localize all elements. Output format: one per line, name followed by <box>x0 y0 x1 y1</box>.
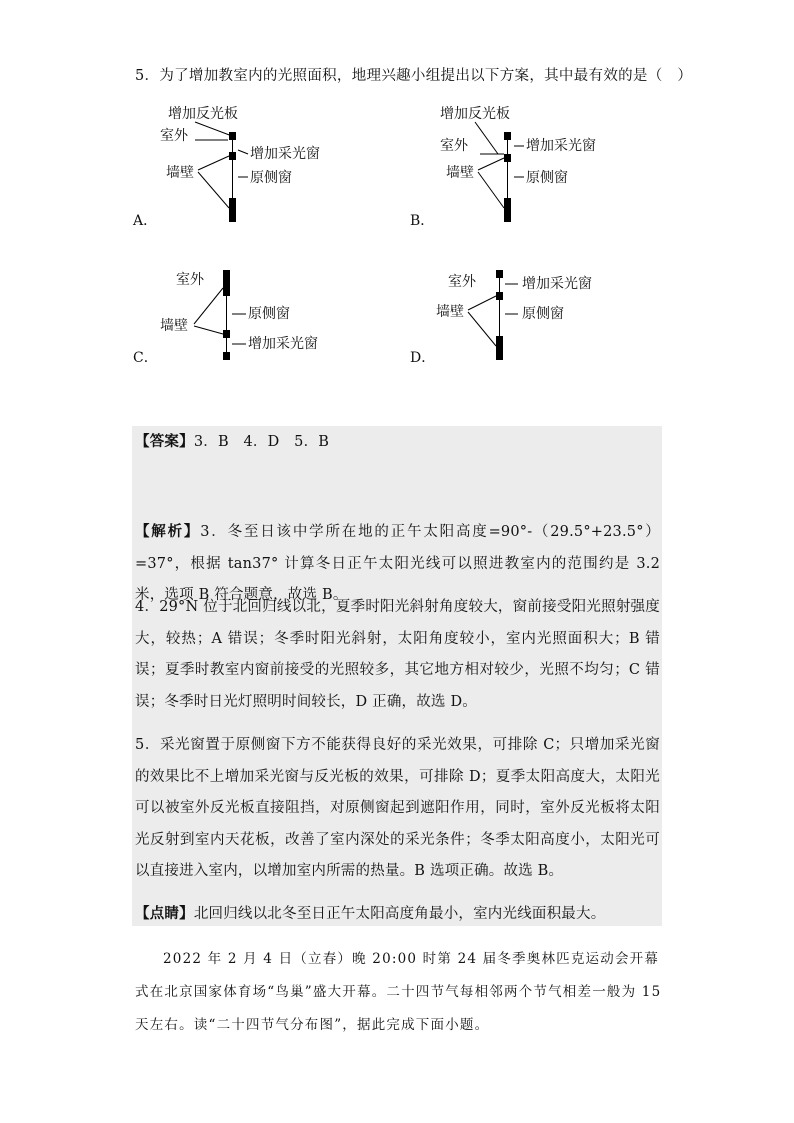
option-c-wall-bottom <box>223 352 230 360</box>
option-d-window-label: 原侧窗 <box>522 306 564 322</box>
option-c-outside-label: 室外 <box>176 272 204 288</box>
option-b-diagram <box>430 100 630 230</box>
option-b-reflector-leader <box>475 122 498 154</box>
option-a-wall-top <box>229 132 236 140</box>
option-c-skylight-label: 增加采光窗 <box>248 336 318 352</box>
option-a-wall-bottom <box>229 198 236 222</box>
option-b-outside-label: 室外 <box>440 138 468 154</box>
option-b-wall-label: 墙壁 <box>446 165 474 181</box>
option-a-reflector-leader <box>195 122 232 136</box>
passage-intro: 2022 年 2 月 4 日（立春）晚 20:00 时第 24 届冬季奥林匹克运动会开幕式在北京国家体育场“鸟巢”盛大开幕。二十四节气每相邻两个节气相差一般为 15 天左右。读“二十四节气分布图”，据此完成下面小题。 <box>135 951 662 1033</box>
option-a-wall-leader-bottom <box>198 172 229 208</box>
option-c-letter: C． <box>133 350 158 366</box>
option-a-outside-label: 室外 <box>160 128 188 144</box>
option-c-wall-leader-top <box>194 288 223 324</box>
option-a-window-label: 原侧窗 <box>250 170 292 186</box>
option-a-skylight-label: 增加采光窗 <box>250 146 320 162</box>
option-b-reflector-label: 增加反光板 <box>440 106 510 122</box>
answer-text: 3．B 4．D 5．B <box>193 434 330 450</box>
option-d-skylight-label: 增加采光窗 <box>522 276 592 292</box>
option-b-skylight-label: 增加采光窗 <box>526 138 596 154</box>
comment-line <box>135 898 660 931</box>
option-b-window-label: 原侧窗 <box>526 170 568 186</box>
option-d-wall-label: 墙壁 <box>436 304 464 320</box>
answer-line <box>135 426 660 459</box>
comment-text: 北回归线以北冬至日正午太阳高度角最小，室内光线面积最大。 <box>193 906 606 922</box>
option-a-diagram <box>150 100 350 230</box>
option-d-wall-top <box>496 270 503 278</box>
option-b-wall-top <box>504 132 511 140</box>
answer-label: 【答案】 <box>135 433 194 450</box>
option-c-window-label: 原侧窗 <box>248 306 290 322</box>
option-c-diagram <box>150 260 350 370</box>
analysis-paragraph-5: 5．采光窗置于原侧窗下方不能获得良好的采光效果，可排除 C；只增加采光窗的效果比不上增加采光窗与反光板的效果，可排除 D；夏季太阳高度大，太阳光可以被室外反光板直接阻挡，对原侧窗起到遮阳作用，同时，室外反光板将太阳光反射到室内天花板，改善了室内深处的采光条件；冬季太阳高度小，太阳光可以直接进入室内，以增加室内所需的热量。B 选项正确。故选 B。 <box>135 737 660 879</box>
option-d-wall-mid <box>496 292 503 300</box>
option-d-outside-label: 室外 <box>448 274 476 290</box>
option-c-wall-top <box>223 270 230 296</box>
option-a-wall-label: 墙壁 <box>166 165 194 181</box>
analysis-paragraph-4: 4．29°N 位于北回归线以北，夏季时阳光斜射角度较大，窗前接受阳光照射强度大，较热；A 错误；冬季时阳光斜射，太阳角度较小，室内光照面积大；B 错误；夏季时教室内窗前接受的光照较多，其它地方相对较少，光照不均匀；C 错误；冬季时日光灯照明时间较长，D 正确，故选 D。 <box>135 599 660 710</box>
option-d-wall-bottom <box>496 336 503 360</box>
option-a-skylight-arrow <box>238 150 248 154</box>
option-a-reflector-label: 增加反光板 <box>168 106 238 122</box>
option-d-wall-leader-top <box>468 296 496 310</box>
comment-label: 【点睛】 <box>135 905 194 922</box>
option-c-wall-label: 墙壁 <box>160 318 188 334</box>
analysis-label: 【解析】 <box>135 523 201 540</box>
option-c-wall-leader-bottom <box>194 326 223 334</box>
option-d-wall-leader-bottom <box>468 312 496 346</box>
option-d-letter: D． <box>410 350 436 366</box>
option-c-wall-mid <box>223 330 230 338</box>
option-d-diagram <box>430 260 630 370</box>
option-a-wall-leader-top <box>198 156 229 170</box>
question-5-text: 5．为了增加教室内的光照面积，地理兴趣小组提出以下方案，其中最有效的是（ ） <box>135 68 693 84</box>
option-a-wall-mid <box>229 152 236 160</box>
analysis-p3-text: 3．冬至日该中学所在地的正午太阳高度=90°-（29.5°+23.5°）=37°，根据 tan37° 计算冬日正午太阳光线可以照进教室内的范围约是 3.2 米，选项 B 符合题意，故选 B。 <box>135 524 660 603</box>
option-b-wall-leader-bottom <box>478 172 504 208</box>
option-b-wall-mid <box>504 154 511 162</box>
option-b-wall-leader-top <box>478 158 504 170</box>
option-a-letter: A． <box>133 213 158 229</box>
option-b-wall-bottom <box>504 198 511 222</box>
option-b-letter: B． <box>410 213 435 229</box>
